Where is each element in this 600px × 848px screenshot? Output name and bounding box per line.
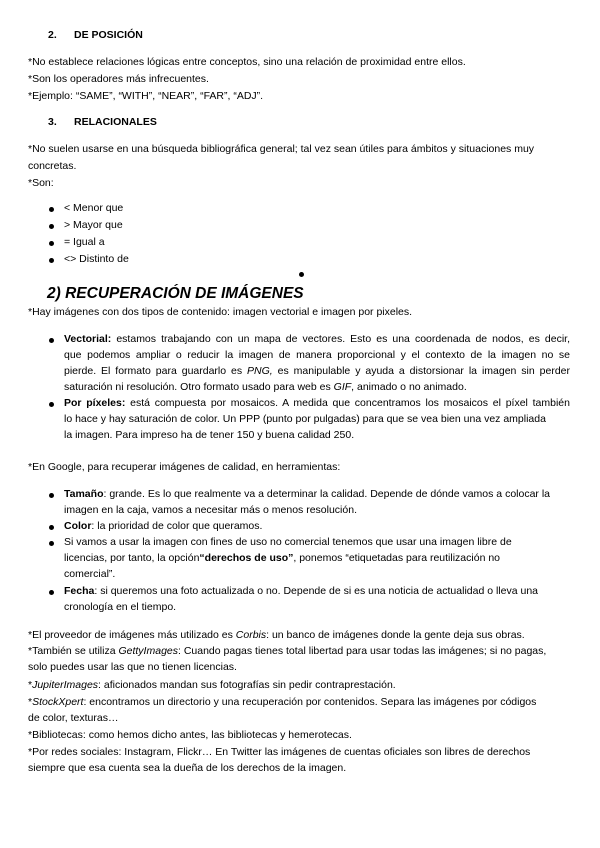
paragraph-line: siempre que esa cuenta sea la dueña de los derechos de la imagen.: [28, 762, 347, 774]
text-fragment: : un banco de imágenes donde la gente deja sus obras.: [266, 629, 525, 641]
paragraph-line: [28, 645, 546, 657]
paragraph-line: [28, 629, 525, 641]
paragraph-line: solo puedes usar las que no tienen licencias.: [28, 661, 237, 673]
term-label: Tamaño: [64, 488, 104, 500]
provider-name: Corbis: [235, 629, 267, 641]
bullet-icon: [49, 541, 54, 546]
derechos-line-2: [64, 552, 500, 564]
paragraph-line: *Bibliotecas: como hemos dicho antes, las bibliotecas y hemerotecas.: [28, 729, 352, 741]
format-name: GIF: [333, 381, 352, 393]
paragraph-line: *Son:: [28, 177, 54, 189]
fecha-line-2: cronología en el tiempo.: [64, 601, 177, 613]
term-label: Fecha: [64, 585, 95, 597]
section-number: 2.: [48, 29, 57, 41]
list-item: > Mayor que: [64, 219, 123, 231]
bullet-icon: [49, 590, 54, 595]
paragraph-line: *Por redes sociales: Instagram, Flickr… En Twitter las imágenes de cuentas oficiales son libres de derechos: [28, 746, 531, 758]
text-fragment: *El proveedor de imágenes más utilizado es: [28, 629, 236, 641]
pixeles-line-3: la imagen. Para impreso ha de tener 150 y buena calidad 250.: [64, 429, 355, 441]
text-fragment: , animado o no animado.: [351, 381, 467, 393]
text-fragment: saturación ni resolución. Otro formato usado para web es: [64, 381, 334, 393]
vectorial-line-2: que podemos ampliar o reducir la imagen de manera proporcional y el contexto de la imagen no se: [64, 349, 570, 361]
bullet-icon: [49, 525, 54, 530]
term-label: Vectorial:: [64, 333, 112, 345]
list-item: = Igual a: [64, 236, 105, 248]
text-fragment: *: [28, 679, 33, 691]
list-item: < Menor que: [64, 202, 124, 214]
text-fragment: estamos trabajando con un mapa de vectores. Esto es una coordenada de nodos, es decir,: [116, 333, 570, 345]
paragraph-line: concretas.: [28, 160, 77, 172]
chapter-heading-recuperacion-imagenes: 2) RECUPERACIÓN DE IMÁGENES: [47, 285, 304, 302]
derechos-line-3: comercial”.: [64, 568, 116, 580]
text-fragment: : si queremos una foto actualizada o no. Depende de si es una noticia de actualidad o lleva una: [94, 585, 538, 597]
section-title: DE POSICIÓN: [74, 29, 143, 41]
derechos-line-1: Si vamos a usar la imagen con fines de uso no comercial tenemos que usar una imagen libre de: [64, 536, 512, 548]
text-fragment: *: [28, 696, 33, 708]
paragraph-line: [28, 696, 536, 708]
tamano-line-1: [64, 488, 550, 500]
vectorial-line-3: [64, 365, 570, 377]
text-fragment: : encontramos un directorio y una recuperación por contenidos. Separa las imágenes por códigos: [83, 696, 537, 708]
bullet-icon: [299, 272, 304, 277]
pixeles-line-2: lo hace y hay saturación de color. Un PPP (punto por pulgadas) para que se vea bien una vez ampliada: [64, 413, 546, 425]
term-label: Por píxeles:: [64, 397, 126, 409]
text-fragment: : aficionados mandan sus fotografías sin pedir contraprestación.: [98, 679, 396, 691]
paragraph-line: *No establece relaciones lógicas entre conceptos, sino una relación de proximidad entre ellos.: [28, 56, 466, 68]
option-name: “derechos de uso”: [199, 552, 294, 564]
bullet-icon: [49, 402, 54, 407]
text-fragment: licencias, por tanto, la opción: [64, 552, 200, 564]
section-heading-de-posicion: [48, 29, 143, 41]
bullet-icon: [49, 241, 54, 246]
text-fragment: es manipulable y ayuda a distorsionar la imagen sin perder: [272, 365, 570, 377]
vectorial-line-4: [64, 381, 467, 393]
bullet-icon: [49, 207, 54, 212]
bullet-icon: [49, 338, 54, 343]
pixeles-line-1: [64, 397, 570, 409]
fecha-line-1: [64, 585, 538, 597]
paragraph-line: *Ejemplo: “SAME”, “WITH”, “NEAR”, “FAR”, “ADJ”.: [28, 90, 264, 102]
text-fragment: *También se utiliza: [28, 645, 119, 657]
paragraph-line: *Son los operadores más infrecuentes.: [28, 73, 209, 85]
paragraph-line: *En Google, para recuperar imágenes de calidad, en herramientas:: [28, 461, 341, 473]
text-fragment: , ponemos “etiquetadas para reutilización no: [293, 552, 501, 564]
bullet-icon: [49, 258, 54, 263]
text-fragment: : Cuando pagas tienes total libertad para usar todas las imágenes; si no pagas,: [178, 645, 547, 657]
text-fragment: : grande. Es lo que realmente va a determinar la calidad. Depende de dónde vamos a colocar la: [103, 488, 551, 500]
section-heading-relacionales: [48, 116, 157, 128]
section-title: RELACIONALES: [74, 116, 157, 128]
list-item: <> Distinto de: [64, 253, 129, 265]
text-fragment: pierde. El formato para guardarlo es: [64, 365, 248, 377]
provider-name: JupiterImages: [32, 679, 99, 691]
text-fragment: : la prioridad de color que queramos.: [91, 520, 263, 532]
term-label: Color: [64, 520, 92, 532]
provider-name: GettyImages: [118, 645, 178, 657]
paragraph-line: *No suelen usarse en una búsqueda bibliográfica general; tal vez sean útiles para ámbitos y situaciones muy: [28, 143, 535, 155]
paragraph-line: *Hay imágenes con dos tipos de contenido: imagen vectorial e imagen por pixeles.: [28, 306, 413, 318]
paragraph-line: de color, texturas…: [28, 712, 119, 724]
bullet-icon: [49, 224, 54, 229]
provider-name: StockXpert: [32, 696, 84, 708]
color-line: [64, 520, 262, 532]
section-number: 3.: [48, 116, 57, 128]
tamano-line-2: imagen en la caja, vamos a necesitar más o menos resolución.: [64, 504, 357, 516]
paragraph-line: [28, 679, 396, 691]
bullet-icon: [49, 493, 54, 498]
vectorial-line-1: [64, 333, 570, 345]
format-name: PNG,: [247, 365, 273, 377]
text-fragment: está compuesta por mosaicos. A medida que concentramos los mosaicos el píxel también: [130, 397, 570, 409]
